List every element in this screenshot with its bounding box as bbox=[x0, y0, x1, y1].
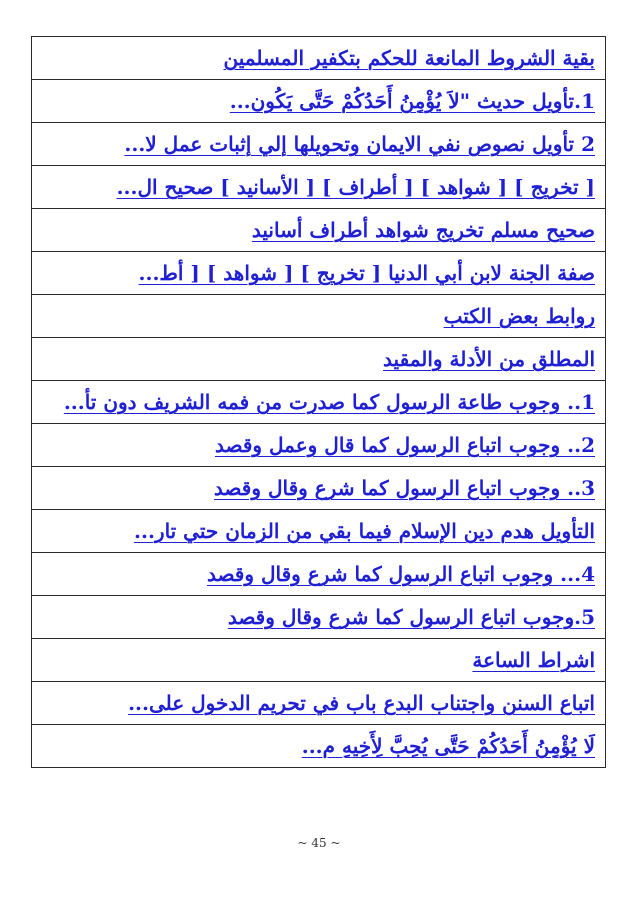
toc-row bbox=[32, 37, 606, 80]
toc-row bbox=[32, 252, 606, 295]
toc-link-following-sunnah[interactable]: اتباع السنن واجتناب البدع باب في تحريم الدخول على... bbox=[32, 682, 606, 725]
toc-link-book-links[interactable]: روابط بعض الكتب bbox=[32, 295, 606, 338]
toc-link-takhrij-sahih[interactable]: [ تخريج ] [ شواهد ] [ أطراف ] [ الأسانيد ] صحيح ال... bbox=[32, 166, 606, 209]
toc-row bbox=[32, 381, 606, 424]
toc-link-remaining-conditions[interactable]: بقية الشروط المانعة للحكم بتكفير المسلمين bbox=[32, 37, 606, 80]
toc-row bbox=[32, 123, 606, 166]
toc-link-following-5[interactable]: 5.وجوب اتباع الرسول كما شرع وقال وقصد bbox=[32, 596, 606, 639]
toc-link-hadith-interpretation[interactable]: 1.تأويل حديث "لاَ يُؤْمِنُ أَحَدُكُمْ حَتَّى يَكُون... bbox=[32, 80, 606, 123]
toc-row bbox=[32, 209, 606, 252]
toc-row bbox=[32, 639, 606, 682]
toc-row bbox=[32, 596, 606, 639]
toc-link-negation-texts[interactable]: 2 تأويل نصوص نفي الايمان وتحويلها إلي إثبات عمل لا... bbox=[32, 123, 606, 166]
toc-link-following-3[interactable]: 3.. وجوب اتباع الرسول كما شرع وقال وقصد bbox=[32, 467, 606, 510]
toc-link-absolute-restricted[interactable]: المطلق من الأدلة والمقيد bbox=[32, 338, 606, 381]
toc-link-obedience-1[interactable]: 1.. وجوب طاعة الرسول كما صدرت من فمه الشريف دون تأ... bbox=[32, 381, 606, 424]
toc-row bbox=[32, 80, 606, 123]
toc-row bbox=[32, 725, 606, 768]
toc-link-sifat-al-jannah[interactable]: صفة الجنة لابن أبي الدنيا [ تخريج ] [ شواهد ] [ أط... bbox=[32, 252, 606, 295]
toc-container bbox=[31, 36, 606, 768]
toc-link-sahih-muslim[interactable]: صحيح مسلم تخريج شواهد أطراف أسانيد bbox=[32, 209, 606, 252]
toc-row bbox=[32, 338, 606, 381]
toc-link-interpretation-destruction[interactable]: التأويل هدم دين الإسلام فيما بقي من الزمان حتي تار... bbox=[32, 510, 606, 553]
page-number: ~ 45 ~ bbox=[297, 836, 341, 850]
toc-row bbox=[32, 295, 606, 338]
toc-link-following-2[interactable]: 2.. وجوب اتباع الرسول كما قال وعمل وقصد bbox=[32, 424, 606, 467]
toc-link-following-4[interactable]: 4... وجوب اتباع الرسول كما شرع وقال وقصد bbox=[32, 553, 606, 596]
toc-table bbox=[31, 36, 606, 768]
toc-link-love-for-brother[interactable]: لَا يُؤْمِنُ أَحَدُكُمْ حَتَّى يُحِبَّ لِأَخِيهِ م... bbox=[32, 725, 606, 768]
toc-row bbox=[32, 467, 606, 510]
toc-row bbox=[32, 553, 606, 596]
toc-row bbox=[32, 424, 606, 467]
toc-row bbox=[32, 682, 606, 725]
toc-row bbox=[32, 510, 606, 553]
toc-link-signs-of-hour[interactable]: اشراط الساعة bbox=[32, 639, 606, 682]
toc-row bbox=[32, 166, 606, 209]
